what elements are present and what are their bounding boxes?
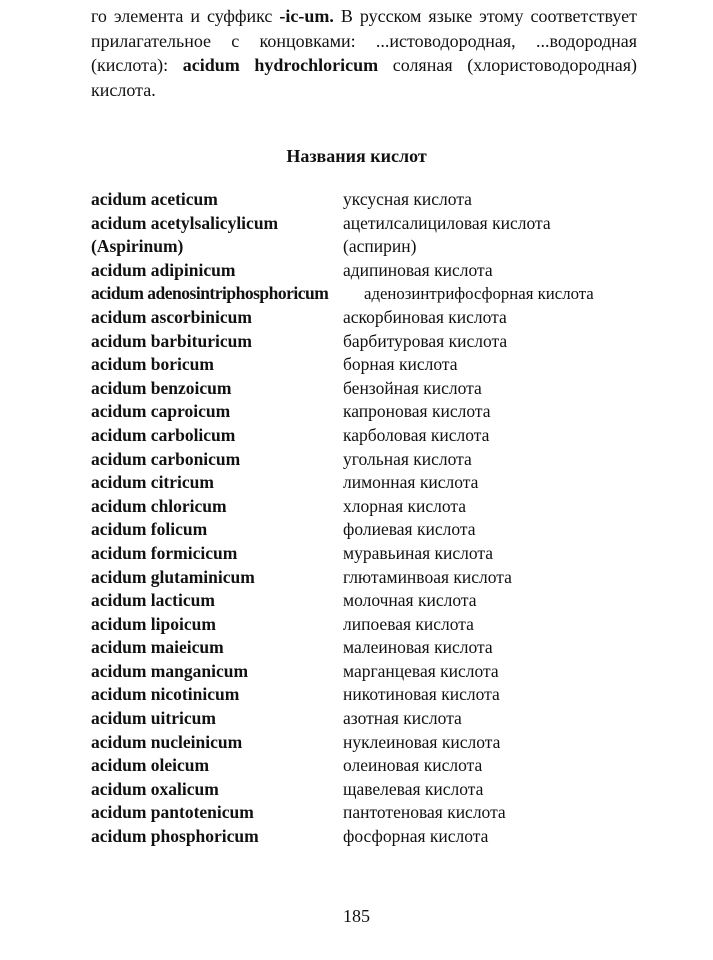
list-item — [91, 754, 651, 778]
example-term: acidum hydrochloricum — [182, 55, 379, 75]
list-item — [91, 353, 651, 377]
russian-name: борная кислота — [343, 354, 458, 375]
list-item — [91, 188, 651, 212]
list-item — [91, 542, 651, 566]
russian-name: никотиновая кислота — [343, 684, 500, 705]
latin-name: acidum citricum — [91, 472, 214, 493]
intro-paragraph — [91, 4, 637, 102]
latin-name: acidum ascorbinicum — [91, 306, 252, 327]
list-item — [91, 660, 651, 684]
russian-name: лимонная кислота — [343, 472, 479, 493]
list-item — [91, 589, 651, 613]
list-item — [91, 707, 651, 731]
latin-name: acidum nicotinicum — [91, 684, 240, 705]
russian-name: адипиновая кислота — [343, 259, 493, 280]
latin-name: acidum formicicum — [91, 542, 238, 563]
latin-name: acidum oleicum — [91, 755, 210, 776]
list-item — [91, 306, 651, 330]
list-item — [91, 778, 651, 802]
latin-name: acidum glutaminicum — [91, 566, 255, 587]
latin-name: acidum lacticum — [91, 590, 215, 611]
list-item — [91, 518, 651, 542]
russian-name: фосфорная кислота — [343, 826, 489, 847]
russian-name: олеиновая кислота — [343, 755, 483, 776]
latin-name: acidum folicum — [91, 519, 208, 540]
russian-name: аскорбиновая кислота — [343, 306, 507, 327]
latin-name: acidum manganicum — [91, 660, 249, 681]
acid-names-list — [91, 188, 651, 849]
russian-name: аденозинтрифосфорная кислота — [364, 284, 594, 304]
latin-name: acidum oxalicum — [91, 778, 219, 799]
list-item — [91, 825, 651, 849]
intro-text-1: го элемента и суффикс — [91, 6, 280, 26]
russian-name: молочная кислота — [343, 590, 477, 611]
russian-name: уксусная кислота — [343, 189, 472, 209]
russian-name: малеиновая кислота — [343, 637, 493, 658]
latin-name: (Aspirinum) — [91, 236, 184, 257]
list-item — [91, 377, 651, 401]
latin-name: acidum nucleinicum — [91, 731, 243, 752]
russian-name: хлорная кислота — [343, 495, 467, 516]
list-item — [91, 636, 651, 660]
intro-text-3: соляная (хлористоводородная) кислота. — [91, 55, 637, 100]
list-item — [91, 801, 651, 825]
list-item — [91, 613, 651, 637]
russian-name: пантотеновая кислота — [343, 802, 506, 823]
russian-name: нуклеиновая кислота — [343, 731, 501, 752]
russian-name: ацетилсалициловая кислота — [343, 212, 551, 233]
list-item — [91, 259, 651, 283]
latin-name: acidum aceticum — [91, 189, 218, 209]
suffix-term: -ic-um. — [279, 6, 334, 26]
russian-name: азотная кислота — [343, 708, 462, 729]
list-item — [91, 235, 651, 259]
russian-name: карболовая кислота — [343, 424, 490, 445]
russian-name: барбитуровая кислота — [343, 330, 508, 351]
latin-name: acidum phosphoricum — [91, 826, 259, 847]
latin-name: acidum boricum — [91, 354, 214, 375]
latin-name: acidum uitricum — [91, 708, 216, 729]
latin-name: acidum caproicum — [91, 401, 231, 422]
latin-name: acidum adenosintriphosphoricum — [91, 283, 329, 304]
russian-name: бензойная кислота — [343, 377, 482, 398]
intro-text-2: В русском языке этому соответствует прилагательное с концовками: ...истоводородная, ...водородная (кислота): — [91, 6, 637, 75]
russian-name: глютаминвоая кислота — [343, 566, 512, 587]
latin-name: acidum acetylsalicylicum — [91, 212, 279, 233]
list-item — [91, 212, 651, 236]
latin-name: acidum carbonicum — [91, 448, 241, 469]
list-item — [91, 566, 651, 590]
latin-name: acidum pantotenicum — [91, 802, 254, 823]
list-item — [91, 282, 651, 306]
page-number: 185 — [343, 906, 370, 926]
list-item — [91, 400, 651, 424]
list-item — [91, 448, 651, 472]
section-heading: Названия кислот — [286, 146, 427, 166]
latin-name: acidum lipoicum — [91, 613, 216, 634]
list-item — [91, 471, 651, 495]
list-item — [91, 330, 651, 354]
list-item — [91, 495, 651, 519]
list-item — [91, 424, 651, 448]
russian-name: щавелевая кислота — [343, 778, 484, 799]
russian-name: капроновая кислота — [343, 401, 491, 422]
russian-name: марганцевая кислота — [343, 660, 499, 681]
latin-name: acidum benzoicum — [91, 377, 232, 398]
latin-name: acidum maieicum — [91, 637, 224, 658]
russian-name: фолиевая кислота — [343, 519, 476, 540]
list-item — [91, 683, 651, 707]
latin-name: acidum barbituricum — [91, 330, 252, 351]
russian-name: муравьиная кислота — [343, 542, 494, 563]
latin-name: acidum adipinicum — [91, 259, 236, 280]
latin-name: acidum chloricum — [91, 495, 227, 516]
russian-name: (аспирин) — [343, 236, 417, 257]
russian-name: липоевая кислота — [343, 613, 474, 634]
latin-name: acidum carbolicum — [91, 424, 236, 445]
russian-name: угольная кислота — [343, 448, 472, 469]
list-item — [91, 731, 651, 755]
